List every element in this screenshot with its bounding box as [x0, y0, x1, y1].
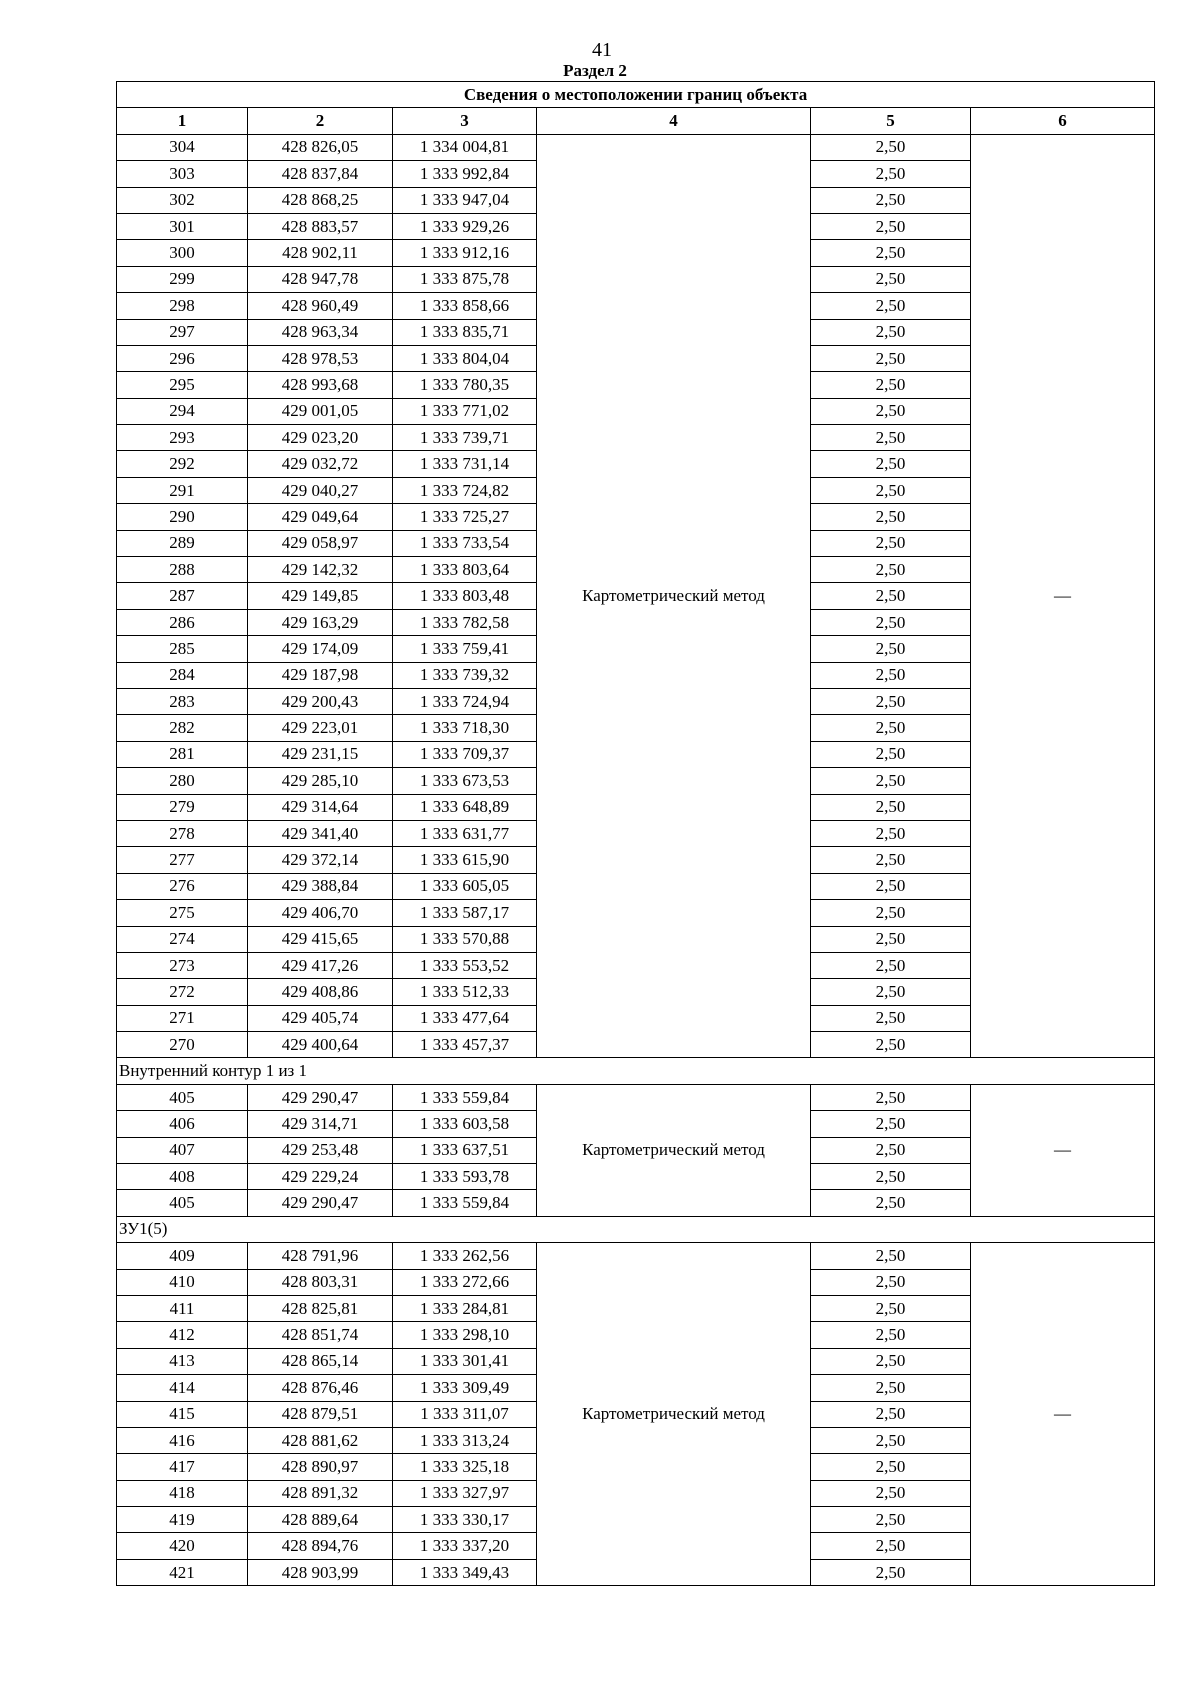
- point-number: 292: [117, 451, 248, 477]
- point-number: 302: [117, 187, 248, 213]
- point-number: 416: [117, 1427, 248, 1453]
- point-number: 290: [117, 504, 248, 530]
- coord-x: 429 187,98: [248, 662, 393, 688]
- coord-y: 1 333 587,17: [393, 900, 537, 926]
- coord-x: 429 290,47: [248, 1084, 393, 1110]
- point-number: 300: [117, 240, 248, 266]
- coord-y: 1 333 298,10: [393, 1322, 537, 1348]
- accuracy-value: 2,50: [811, 1533, 971, 1559]
- table-row: [117, 1243, 1155, 1269]
- point-number: 293: [117, 425, 248, 451]
- accuracy-value: 2,50: [811, 213, 971, 239]
- coord-y: 1 333 330,17: [393, 1507, 537, 1533]
- accuracy-value: 2,50: [811, 161, 971, 187]
- coord-y: 1 333 311,07: [393, 1401, 537, 1427]
- group-label: ЗУ1(5): [117, 1216, 1155, 1242]
- coord-x: 428 803,31: [248, 1269, 393, 1295]
- coord-x: 428 890,97: [248, 1454, 393, 1480]
- coord-x: 429 341,40: [248, 820, 393, 846]
- coord-x: 428 876,46: [248, 1375, 393, 1401]
- accuracy-value: 2,50: [811, 662, 971, 688]
- accuracy-value: 2,50: [811, 134, 971, 160]
- accuracy-value: 2,50: [811, 319, 971, 345]
- coord-y: 1 333 759,41: [393, 636, 537, 662]
- coord-y: 1 333 724,82: [393, 477, 537, 503]
- point-number: 420: [117, 1533, 248, 1559]
- note-cell: —: [971, 134, 1155, 1058]
- coord-y: 1 333 929,26: [393, 213, 537, 239]
- coord-y: 1 333 992,84: [393, 161, 537, 187]
- accuracy-value: 2,50: [811, 477, 971, 503]
- point-number: 299: [117, 266, 248, 292]
- column-header-4: 4: [537, 108, 811, 134]
- coord-y: 1 333 327,97: [393, 1480, 537, 1506]
- coord-x: 429 408,86: [248, 979, 393, 1005]
- coord-x: 429 001,05: [248, 398, 393, 424]
- column-header-3: 3: [393, 108, 537, 134]
- table-caption: Сведения о местоположении границ объекта: [117, 82, 1155, 108]
- method-cell: Картометрический метод: [537, 134, 811, 1058]
- accuracy-value: 2,50: [811, 1243, 971, 1269]
- coord-x: 428 894,76: [248, 1533, 393, 1559]
- accuracy-value: 2,50: [811, 1137, 971, 1163]
- coord-y: 1 333 648,89: [393, 794, 537, 820]
- coord-y: 1 333 673,53: [393, 768, 537, 794]
- coord-y: 1 333 631,77: [393, 820, 537, 846]
- column-header-5: 5: [811, 108, 971, 134]
- coord-x: 428 978,53: [248, 345, 393, 371]
- method-cell: Картометрический метод: [537, 1243, 811, 1586]
- coord-y: 1 333 284,81: [393, 1295, 537, 1321]
- point-number: 279: [117, 794, 248, 820]
- accuracy-value: 2,50: [811, 952, 971, 978]
- coord-x: 429 400,64: [248, 1032, 393, 1058]
- coord-y: 1 333 771,02: [393, 398, 537, 424]
- coord-x: 429 415,65: [248, 926, 393, 952]
- accuracy-value: 2,50: [811, 293, 971, 319]
- point-number: 282: [117, 715, 248, 741]
- point-number: 294: [117, 398, 248, 424]
- accuracy-value: 2,50: [811, 979, 971, 1005]
- coord-y: 1 333 605,05: [393, 873, 537, 899]
- coord-x: 428 963,34: [248, 319, 393, 345]
- point-number: 272: [117, 979, 248, 1005]
- accuracy-value: 2,50: [811, 1480, 971, 1506]
- point-number: 277: [117, 847, 248, 873]
- point-number: 280: [117, 768, 248, 794]
- coord-x: 429 417,26: [248, 952, 393, 978]
- accuracy-value: 2,50: [811, 345, 971, 371]
- group-label-row: [117, 1058, 1155, 1084]
- point-number: 409: [117, 1243, 248, 1269]
- coord-x: 428 826,05: [248, 134, 393, 160]
- coord-x: 429 223,01: [248, 715, 393, 741]
- coord-x: 429 285,10: [248, 768, 393, 794]
- accuracy-value: 2,50: [811, 1454, 971, 1480]
- accuracy-value: 2,50: [811, 1005, 971, 1031]
- coord-x: 429 200,43: [248, 688, 393, 714]
- point-number: 304: [117, 134, 248, 160]
- coord-x: 429 049,64: [248, 504, 393, 530]
- coord-y: 1 333 615,90: [393, 847, 537, 873]
- point-number: 301: [117, 213, 248, 239]
- coord-x: 428 993,68: [248, 372, 393, 398]
- coord-x: 428 865,14: [248, 1348, 393, 1374]
- accuracy-value: 2,50: [811, 1032, 971, 1058]
- point-number: 288: [117, 557, 248, 583]
- point-number: 417: [117, 1454, 248, 1480]
- accuracy-value: 2,50: [811, 372, 971, 398]
- coord-y: 1 333 835,71: [393, 319, 537, 345]
- coord-x: 428 868,25: [248, 187, 393, 213]
- coord-x: 428 879,51: [248, 1401, 393, 1427]
- point-number: 419: [117, 1507, 248, 1533]
- coord-x: 429 058,97: [248, 530, 393, 556]
- point-number: 275: [117, 900, 248, 926]
- point-number: 276: [117, 873, 248, 899]
- accuracy-value: 2,50: [811, 1269, 971, 1295]
- accuracy-value: 2,50: [811, 425, 971, 451]
- column-header-2: 2: [248, 108, 393, 134]
- coord-y: 1 333 553,52: [393, 952, 537, 978]
- coord-x: 428 960,49: [248, 293, 393, 319]
- coord-x: 429 314,64: [248, 794, 393, 820]
- accuracy-value: 2,50: [811, 794, 971, 820]
- column-header-6: 6: [971, 108, 1155, 134]
- accuracy-value: 2,50: [811, 715, 971, 741]
- coord-y: 1 333 912,16: [393, 240, 537, 266]
- point-number: 281: [117, 741, 248, 767]
- coord-y: 1 333 603,58: [393, 1111, 537, 1137]
- accuracy-value: 2,50: [811, 1427, 971, 1453]
- point-number: 283: [117, 688, 248, 714]
- accuracy-value: 2,50: [811, 557, 971, 583]
- point-number: 421: [117, 1559, 248, 1585]
- coord-y: 1 333 559,84: [393, 1190, 537, 1216]
- coord-x: 429 229,24: [248, 1164, 393, 1190]
- coord-x: 429 405,74: [248, 1005, 393, 1031]
- coord-x: 428 891,32: [248, 1480, 393, 1506]
- point-number: 285: [117, 636, 248, 662]
- coord-y: 1 333 724,94: [393, 688, 537, 714]
- accuracy-value: 2,50: [811, 451, 971, 477]
- accuracy-value: 2,50: [811, 1164, 971, 1190]
- boundary-table: [116, 81, 1155, 1586]
- coord-y: 1 333 477,64: [393, 1005, 537, 1031]
- coord-y: 1 333 731,14: [393, 451, 537, 477]
- coord-x: 429 372,14: [248, 847, 393, 873]
- coord-x: 429 040,27: [248, 477, 393, 503]
- coord-x: 429 314,71: [248, 1111, 393, 1137]
- column-header-1: 1: [117, 108, 248, 134]
- accuracy-value: 2,50: [811, 609, 971, 635]
- accuracy-value: 2,50: [811, 1559, 971, 1585]
- point-number: 273: [117, 952, 248, 978]
- point-number: 287: [117, 583, 248, 609]
- point-number: 298: [117, 293, 248, 319]
- accuracy-value: 2,50: [811, 1375, 971, 1401]
- coord-y: 1 333 262,56: [393, 1243, 537, 1269]
- point-number: 296: [117, 345, 248, 371]
- coord-y: 1 333 637,51: [393, 1137, 537, 1163]
- coord-y: 1 333 313,24: [393, 1427, 537, 1453]
- point-number: 406: [117, 1111, 248, 1137]
- table-header-row: [117, 108, 1155, 134]
- accuracy-value: 2,50: [811, 187, 971, 213]
- accuracy-value: 2,50: [811, 1507, 971, 1533]
- accuracy-value: 2,50: [811, 530, 971, 556]
- accuracy-value: 2,50: [811, 1084, 971, 1110]
- coord-y: 1 333 858,66: [393, 293, 537, 319]
- point-number: 405: [117, 1190, 248, 1216]
- coord-y: 1 333 725,27: [393, 504, 537, 530]
- coord-x: 428 881,62: [248, 1427, 393, 1453]
- coord-y: 1 333 733,54: [393, 530, 537, 556]
- coord-x: 429 174,09: [248, 636, 393, 662]
- accuracy-value: 2,50: [811, 847, 971, 873]
- coord-y: 1 333 947,04: [393, 187, 537, 213]
- coord-x: 428 883,57: [248, 213, 393, 239]
- coord-y: 1 333 570,88: [393, 926, 537, 952]
- accuracy-value: 2,50: [811, 266, 971, 292]
- coord-y: 1 333 782,58: [393, 609, 537, 635]
- point-number: 418: [117, 1480, 248, 1506]
- coord-y: 1 333 875,78: [393, 266, 537, 292]
- method-cell: Картометрический метод: [537, 1084, 811, 1216]
- accuracy-value: 2,50: [811, 1190, 971, 1216]
- table-caption-row: [117, 82, 1155, 108]
- accuracy-value: 2,50: [811, 820, 971, 846]
- point-number: 291: [117, 477, 248, 503]
- accuracy-value: 2,50: [811, 900, 971, 926]
- accuracy-value: 2,50: [811, 873, 971, 899]
- accuracy-value: 2,50: [811, 741, 971, 767]
- accuracy-value: 2,50: [811, 1348, 971, 1374]
- point-number: 412: [117, 1322, 248, 1348]
- coord-y: 1 333 804,04: [393, 345, 537, 371]
- accuracy-value: 2,50: [811, 1111, 971, 1137]
- coord-x: 429 406,70: [248, 900, 393, 926]
- point-number: 289: [117, 530, 248, 556]
- coord-x: 429 023,20: [248, 425, 393, 451]
- coord-y: 1 333 559,84: [393, 1084, 537, 1110]
- accuracy-value: 2,50: [811, 688, 971, 714]
- coord-y: 1 333 349,43: [393, 1559, 537, 1585]
- point-number: 297: [117, 319, 248, 345]
- coord-y: 1 333 512,33: [393, 979, 537, 1005]
- coord-x: 429 388,84: [248, 873, 393, 899]
- point-number: 274: [117, 926, 248, 952]
- coord-x: 428 889,64: [248, 1507, 393, 1533]
- coord-y: 1 333 593,78: [393, 1164, 537, 1190]
- coord-y: 1 333 718,30: [393, 715, 537, 741]
- coord-y: 1 333 780,35: [393, 372, 537, 398]
- coord-x: 428 851,74: [248, 1322, 393, 1348]
- coord-y: 1 334 004,81: [393, 134, 537, 160]
- coord-x: 429 231,15: [248, 741, 393, 767]
- point-number: 411: [117, 1295, 248, 1321]
- accuracy-value: 2,50: [811, 1295, 971, 1321]
- note-cell: —: [971, 1243, 1155, 1586]
- point-number: 286: [117, 609, 248, 635]
- coord-x: 428 791,96: [248, 1243, 393, 1269]
- accuracy-value: 2,50: [811, 1322, 971, 1348]
- point-number: 414: [117, 1375, 248, 1401]
- coord-y: 1 333 457,37: [393, 1032, 537, 1058]
- coord-x: 428 902,11: [248, 240, 393, 266]
- accuracy-value: 2,50: [811, 926, 971, 952]
- page-number: 41: [592, 39, 612, 61]
- coord-y: 1 333 309,49: [393, 1375, 537, 1401]
- coord-x: 428 947,78: [248, 266, 393, 292]
- point-number: 278: [117, 820, 248, 846]
- accuracy-value: 2,50: [811, 636, 971, 662]
- coord-x: 429 163,29: [248, 609, 393, 635]
- point-number: 271: [117, 1005, 248, 1031]
- point-number: 303: [117, 161, 248, 187]
- coord-x: 428 825,81: [248, 1295, 393, 1321]
- coord-y: 1 333 337,20: [393, 1533, 537, 1559]
- group-label-row: [117, 1216, 1155, 1242]
- point-number: 407: [117, 1137, 248, 1163]
- point-number: 405: [117, 1084, 248, 1110]
- accuracy-value: 2,50: [811, 504, 971, 530]
- note-cell: —: [971, 1084, 1155, 1216]
- coord-y: 1 333 272,66: [393, 1269, 537, 1295]
- coord-y: 1 333 803,48: [393, 583, 537, 609]
- coord-x: 428 903,99: [248, 1559, 393, 1585]
- point-number: 284: [117, 662, 248, 688]
- coord-y: 1 333 709,37: [393, 741, 537, 767]
- coord-x: 429 149,85: [248, 583, 393, 609]
- coord-x: 429 032,72: [248, 451, 393, 477]
- group-label: Внутренний контур 1 из 1: [117, 1058, 1155, 1084]
- coord-y: 1 333 739,32: [393, 662, 537, 688]
- point-number: 408: [117, 1164, 248, 1190]
- coord-y: 1 333 325,18: [393, 1454, 537, 1480]
- point-number: 270: [117, 1032, 248, 1058]
- point-number: 295: [117, 372, 248, 398]
- accuracy-value: 2,50: [811, 583, 971, 609]
- section-title: Раздел 2: [563, 61, 627, 80]
- point-number: 410: [117, 1269, 248, 1295]
- table-row: [117, 134, 1155, 160]
- accuracy-value: 2,50: [811, 240, 971, 266]
- coord-x: 429 290,47: [248, 1190, 393, 1216]
- coord-x: 428 837,84: [248, 161, 393, 187]
- coord-x: 429 142,32: [248, 557, 393, 583]
- table-row: [117, 1084, 1155, 1110]
- coord-y: 1 333 301,41: [393, 1348, 537, 1374]
- accuracy-value: 2,50: [811, 398, 971, 424]
- point-number: 415: [117, 1401, 248, 1427]
- coord-x: 429 253,48: [248, 1137, 393, 1163]
- coord-y: 1 333 803,64: [393, 557, 537, 583]
- point-number: 413: [117, 1348, 248, 1374]
- accuracy-value: 2,50: [811, 1401, 971, 1427]
- accuracy-value: 2,50: [811, 768, 971, 794]
- coord-y: 1 333 739,71: [393, 425, 537, 451]
